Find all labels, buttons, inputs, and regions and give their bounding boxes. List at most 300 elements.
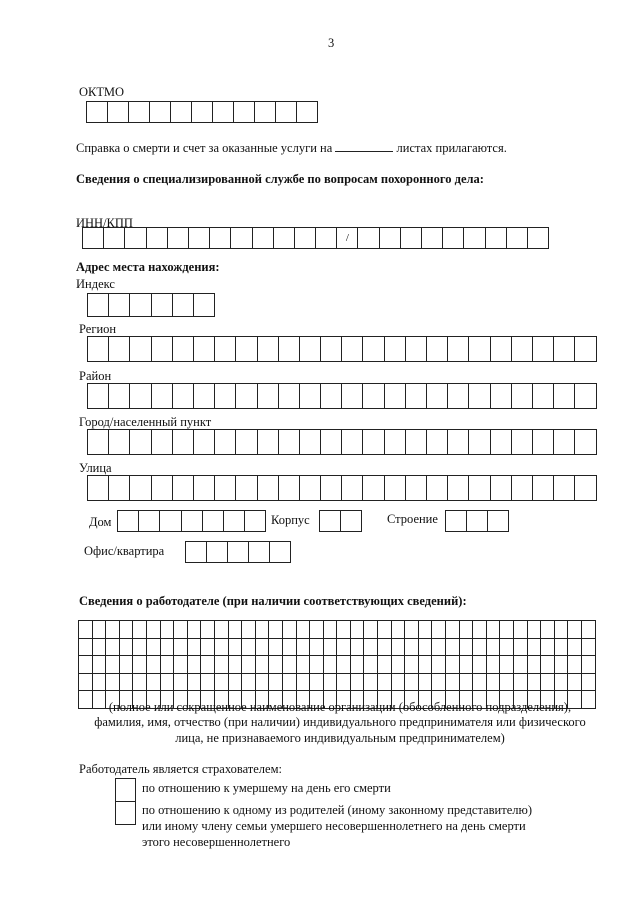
- char-cell[interactable]: [406, 475, 427, 501]
- grid-cell[interactable]: [174, 621, 188, 639]
- oktmo-cells[interactable]: [86, 101, 318, 123]
- grid-cell[interactable]: [541, 656, 555, 674]
- char-cell[interactable]: [491, 475, 512, 501]
- grid-cell[interactable]: [500, 656, 514, 674]
- grid-cell[interactable]: [351, 656, 365, 674]
- grid-cell[interactable]: [324, 656, 338, 674]
- char-cell[interactable]: [129, 101, 150, 123]
- grid-cell[interactable]: [133, 674, 147, 692]
- grid-cell[interactable]: [256, 621, 270, 639]
- grid-cell[interactable]: [528, 639, 542, 657]
- grid-cell[interactable]: [133, 621, 147, 639]
- grid-cell[interactable]: [446, 656, 460, 674]
- grid-cell[interactable]: [147, 674, 161, 692]
- grid-cell[interactable]: [229, 656, 243, 674]
- char-cell[interactable]: [258, 336, 279, 362]
- char-cell[interactable]: [488, 510, 509, 532]
- char-cell[interactable]: [215, 475, 236, 501]
- grid-cell[interactable]: [93, 656, 107, 674]
- grid-cell[interactable]: [215, 639, 229, 657]
- grid-cell[interactable]: [229, 621, 243, 639]
- char-cell[interactable]: [467, 510, 488, 532]
- char-cell[interactable]: /: [337, 227, 358, 249]
- grid-cell[interactable]: [582, 639, 596, 657]
- char-cell[interactable]: [203, 510, 224, 532]
- grid-cell[interactable]: [432, 674, 446, 692]
- char-cell[interactable]: [446, 510, 467, 532]
- grid-cell[interactable]: [460, 621, 474, 639]
- grid-cell[interactable]: [283, 674, 297, 692]
- char-cell[interactable]: [186, 541, 207, 563]
- char-cell[interactable]: [152, 383, 173, 409]
- grid-cell[interactable]: [487, 656, 501, 674]
- char-cell[interactable]: [533, 475, 554, 501]
- grid-cell[interactable]: [419, 656, 433, 674]
- grid-cell[interactable]: [215, 656, 229, 674]
- char-cell[interactable]: [512, 383, 533, 409]
- grid-cell[interactable]: [174, 674, 188, 692]
- char-cell[interactable]: [341, 510, 362, 532]
- char-cell[interactable]: [342, 383, 363, 409]
- grid-cell[interactable]: [256, 656, 270, 674]
- grid-cell[interactable]: [378, 621, 392, 639]
- char-cell[interactable]: [448, 383, 469, 409]
- char-cell[interactable]: [173, 475, 194, 501]
- char-cell[interactable]: [109, 293, 130, 317]
- grid-cell[interactable]: [310, 621, 324, 639]
- char-cell[interactable]: [108, 101, 129, 123]
- char-cell[interactable]: [406, 383, 427, 409]
- char-cell[interactable]: [512, 336, 533, 362]
- grid-cell[interactable]: [174, 656, 188, 674]
- grid-cell[interactable]: [337, 656, 351, 674]
- grid-cell[interactable]: [351, 674, 365, 692]
- grid-cell[interactable]: [392, 621, 406, 639]
- char-cell[interactable]: [300, 429, 321, 455]
- char-cell[interactable]: [533, 336, 554, 362]
- char-cell[interactable]: [448, 336, 469, 362]
- char-cell[interactable]: [427, 383, 448, 409]
- char-cell[interactable]: [236, 383, 257, 409]
- char-cell[interactable]: [533, 429, 554, 455]
- char-cell[interactable]: [109, 429, 130, 455]
- char-cell[interactable]: [512, 429, 533, 455]
- char-cell[interactable]: [207, 541, 228, 563]
- grid-cell[interactable]: [337, 621, 351, 639]
- grid-cell[interactable]: [188, 639, 202, 657]
- char-cell[interactable]: [182, 510, 203, 532]
- grid-cell[interactable]: [120, 639, 134, 657]
- option1-checkbox[interactable]: [115, 778, 136, 802]
- street-cells[interactable]: [87, 475, 597, 501]
- grid-cell[interactable]: [392, 674, 406, 692]
- char-cell[interactable]: [363, 336, 384, 362]
- grid-cell[interactable]: [133, 639, 147, 657]
- char-cell[interactable]: [300, 336, 321, 362]
- korpus-cells[interactable]: [319, 510, 362, 532]
- grid-cell[interactable]: [229, 674, 243, 692]
- char-cell[interactable]: [213, 101, 234, 123]
- char-cell[interactable]: [427, 336, 448, 362]
- char-cell[interactable]: [321, 429, 342, 455]
- char-cell[interactable]: [160, 510, 181, 532]
- region-cells[interactable]: [87, 336, 597, 362]
- grid-cell[interactable]: [419, 621, 433, 639]
- grid-cell[interactable]: [555, 674, 569, 692]
- char-cell[interactable]: [575, 429, 596, 455]
- grid-cell[interactable]: [174, 639, 188, 657]
- grid-cell[interactable]: [201, 639, 215, 657]
- char-cell[interactable]: [192, 101, 213, 123]
- char-cell[interactable]: [321, 383, 342, 409]
- city-cells[interactable]: [87, 429, 597, 455]
- char-cell[interactable]: [575, 475, 596, 501]
- grid-cell[interactable]: [79, 639, 93, 657]
- char-cell[interactable]: [363, 429, 384, 455]
- grid-cell[interactable]: [500, 621, 514, 639]
- char-cell[interactable]: [575, 336, 596, 362]
- grid-cell[interactable]: [120, 656, 134, 674]
- char-cell[interactable]: [406, 336, 427, 362]
- char-cell[interactable]: [363, 475, 384, 501]
- grid-cell[interactable]: [256, 674, 270, 692]
- grid-cell[interactable]: [364, 639, 378, 657]
- char-cell[interactable]: [469, 475, 490, 501]
- char-cell[interactable]: [385, 383, 406, 409]
- grid-cell[interactable]: [514, 621, 528, 639]
- char-cell[interactable]: [228, 541, 249, 563]
- grid-cell[interactable]: [297, 621, 311, 639]
- grid-cell[interactable]: [568, 656, 582, 674]
- grid-cell[interactable]: [473, 656, 487, 674]
- grid-cell[interactable]: [242, 656, 256, 674]
- index-cells[interactable]: [87, 293, 215, 317]
- grid-cell[interactable]: [324, 639, 338, 657]
- grid-cell[interactable]: [568, 674, 582, 692]
- grid-cell[interactable]: [93, 639, 107, 657]
- char-cell[interactable]: [316, 227, 337, 249]
- grid-cell[interactable]: [106, 639, 120, 657]
- employer-name-grid[interactable]: [78, 620, 596, 709]
- grid-cell[interactable]: [93, 621, 107, 639]
- char-cell[interactable]: [139, 510, 160, 532]
- char-cell[interactable]: [385, 336, 406, 362]
- grid-cell[interactable]: [324, 674, 338, 692]
- char-cell[interactable]: [104, 227, 125, 249]
- char-cell[interactable]: [236, 429, 257, 455]
- char-cell[interactable]: [469, 429, 490, 455]
- grid-cell[interactable]: [405, 674, 419, 692]
- grid-cell[interactable]: [528, 656, 542, 674]
- char-cell[interactable]: [358, 227, 379, 249]
- char-cell[interactable]: [448, 429, 469, 455]
- grid-cell[interactable]: [215, 674, 229, 692]
- grid-cell[interactable]: [256, 639, 270, 657]
- char-cell[interactable]: [486, 227, 507, 249]
- grid-cell[interactable]: [188, 621, 202, 639]
- grid-cell[interactable]: [582, 674, 596, 692]
- char-cell[interactable]: [342, 336, 363, 362]
- grid-cell[interactable]: [79, 656, 93, 674]
- grid-cell[interactable]: [269, 639, 283, 657]
- char-cell[interactable]: [443, 227, 464, 249]
- char-cell[interactable]: [109, 475, 130, 501]
- char-cell[interactable]: [422, 227, 443, 249]
- char-cell[interactable]: [554, 475, 575, 501]
- grid-cell[interactable]: [582, 621, 596, 639]
- grid-cell[interactable]: [161, 639, 175, 657]
- grid-cell[interactable]: [351, 639, 365, 657]
- char-cell[interactable]: [279, 383, 300, 409]
- grid-cell[interactable]: [528, 621, 542, 639]
- char-cell[interactable]: [88, 475, 109, 501]
- pages-count-blank[interactable]: [335, 140, 393, 152]
- char-cell[interactable]: [88, 383, 109, 409]
- char-cell[interactable]: [194, 383, 215, 409]
- char-cell[interactable]: [297, 101, 318, 123]
- grid-cell[interactable]: [446, 639, 460, 657]
- char-cell[interactable]: [130, 336, 151, 362]
- char-cell[interactable]: [236, 475, 257, 501]
- grid-cell[interactable]: [79, 674, 93, 692]
- char-cell[interactable]: [194, 475, 215, 501]
- char-cell[interactable]: [224, 510, 245, 532]
- char-cell[interactable]: [130, 383, 151, 409]
- grid-cell[interactable]: [161, 656, 175, 674]
- grid-cell[interactable]: [541, 639, 555, 657]
- char-cell[interactable]: [152, 475, 173, 501]
- grid-cell[interactable]: [432, 621, 446, 639]
- grid-cell[interactable]: [568, 639, 582, 657]
- grid-cell[interactable]: [283, 621, 297, 639]
- grid-cell[interactable]: [541, 621, 555, 639]
- grid-cell[interactable]: [555, 621, 569, 639]
- char-cell[interactable]: [125, 227, 146, 249]
- grid-cell[interactable]: [188, 674, 202, 692]
- char-cell[interactable]: [194, 293, 215, 317]
- grid-cell[interactable]: [419, 639, 433, 657]
- char-cell[interactable]: [528, 227, 549, 249]
- char-cell[interactable]: [342, 475, 363, 501]
- char-cell[interactable]: [401, 227, 422, 249]
- char-cell[interactable]: [130, 429, 151, 455]
- grid-cell[interactable]: [337, 674, 351, 692]
- grid-cell[interactable]: [297, 656, 311, 674]
- char-cell[interactable]: [130, 293, 151, 317]
- grid-cell[interactable]: [487, 639, 501, 657]
- grid-cell[interactable]: [283, 639, 297, 657]
- char-cell[interactable]: [385, 429, 406, 455]
- char-cell[interactable]: [554, 429, 575, 455]
- char-cell[interactable]: [152, 293, 173, 317]
- char-cell[interactable]: [215, 383, 236, 409]
- char-cell[interactable]: [215, 336, 236, 362]
- char-cell[interactable]: [150, 101, 171, 123]
- char-cell[interactable]: [512, 475, 533, 501]
- grid-cell[interactable]: [161, 674, 175, 692]
- grid-cell[interactable]: [364, 674, 378, 692]
- grid-cell[interactable]: [568, 621, 582, 639]
- grid-cell[interactable]: [419, 674, 433, 692]
- char-cell[interactable]: [168, 227, 189, 249]
- char-cell[interactable]: [279, 475, 300, 501]
- grid-cell[interactable]: [229, 639, 243, 657]
- char-cell[interactable]: [236, 336, 257, 362]
- house-cells[interactable]: [117, 510, 266, 532]
- grid-cell[interactable]: [460, 656, 474, 674]
- char-cell[interactable]: [406, 429, 427, 455]
- char-cell[interactable]: [173, 429, 194, 455]
- char-cell[interactable]: [255, 101, 276, 123]
- grid-cell[interactable]: [337, 639, 351, 657]
- char-cell[interactable]: [554, 383, 575, 409]
- grid-cell[interactable]: [269, 674, 283, 692]
- grid-cell[interactable]: [500, 674, 514, 692]
- grid-cell[interactable]: [79, 621, 93, 639]
- grid-cell[interactable]: [500, 639, 514, 657]
- char-cell[interactable]: [491, 429, 512, 455]
- char-cell[interactable]: [152, 336, 173, 362]
- grid-cell[interactable]: [215, 621, 229, 639]
- char-cell[interactable]: [533, 383, 554, 409]
- grid-cell[interactable]: [201, 621, 215, 639]
- char-cell[interactable]: [276, 101, 297, 123]
- office-cells[interactable]: [185, 541, 291, 563]
- grid-cell[interactable]: [242, 621, 256, 639]
- grid-cell[interactable]: [432, 656, 446, 674]
- char-cell[interactable]: [448, 475, 469, 501]
- char-cell[interactable]: [171, 101, 192, 123]
- grid-cell[interactable]: [147, 656, 161, 674]
- char-cell[interactable]: [88, 429, 109, 455]
- grid-cell[interactable]: [446, 621, 460, 639]
- char-cell[interactable]: [88, 293, 109, 317]
- grid-cell[interactable]: [514, 656, 528, 674]
- grid-cell[interactable]: [473, 674, 487, 692]
- char-cell[interactable]: [464, 227, 485, 249]
- char-cell[interactable]: [279, 429, 300, 455]
- char-cell[interactable]: [342, 429, 363, 455]
- char-cell[interactable]: [300, 475, 321, 501]
- char-cell[interactable]: [147, 227, 168, 249]
- grid-cell[interactable]: [555, 639, 569, 657]
- char-cell[interactable]: [380, 227, 401, 249]
- grid-cell[interactable]: [201, 656, 215, 674]
- grid-cell[interactable]: [392, 656, 406, 674]
- char-cell[interactable]: [385, 475, 406, 501]
- char-cell[interactable]: [194, 336, 215, 362]
- grid-cell[interactable]: [473, 639, 487, 657]
- char-cell[interactable]: [300, 383, 321, 409]
- char-cell[interactable]: [245, 510, 266, 532]
- grid-cell[interactable]: [93, 674, 107, 692]
- grid-cell[interactable]: [310, 674, 324, 692]
- grid-cell[interactable]: [528, 674, 542, 692]
- grid-cell[interactable]: [242, 674, 256, 692]
- char-cell[interactable]: [427, 475, 448, 501]
- grid-cell[interactable]: [460, 639, 474, 657]
- char-cell[interactable]: [173, 293, 194, 317]
- char-cell[interactable]: [194, 429, 215, 455]
- grid-cell[interactable]: [269, 656, 283, 674]
- district-cells[interactable]: [87, 383, 597, 409]
- building-cells[interactable]: [445, 510, 509, 532]
- char-cell[interactable]: [321, 336, 342, 362]
- char-cell[interactable]: [189, 227, 210, 249]
- grid-cell[interactable]: [106, 656, 120, 674]
- grid-cell[interactable]: [297, 674, 311, 692]
- char-cell[interactable]: [258, 383, 279, 409]
- grid-cell[interactable]: [405, 621, 419, 639]
- grid-cell[interactable]: [541, 674, 555, 692]
- grid-cell[interactable]: [514, 674, 528, 692]
- char-cell[interactable]: [258, 429, 279, 455]
- char-cell[interactable]: [118, 510, 139, 532]
- grid-cell[interactable]: [242, 639, 256, 657]
- grid-cell[interactable]: [283, 656, 297, 674]
- char-cell[interactable]: [234, 101, 255, 123]
- grid-cell[interactable]: [405, 656, 419, 674]
- char-cell[interactable]: [87, 101, 108, 123]
- char-cell[interactable]: [295, 227, 316, 249]
- grid-cell[interactable]: [310, 639, 324, 657]
- grid-cell[interactable]: [364, 621, 378, 639]
- grid-cell[interactable]: [514, 639, 528, 657]
- grid-cell[interactable]: [133, 656, 147, 674]
- option2-checkbox[interactable]: [115, 801, 136, 825]
- char-cell[interactable]: [83, 227, 104, 249]
- grid-cell[interactable]: [582, 656, 596, 674]
- grid-cell[interactable]: [201, 674, 215, 692]
- char-cell[interactable]: [215, 429, 236, 455]
- char-cell[interactable]: [231, 227, 252, 249]
- grid-cell[interactable]: [555, 656, 569, 674]
- char-cell[interactable]: [274, 227, 295, 249]
- grid-cell[interactable]: [405, 639, 419, 657]
- grid-cell[interactable]: [473, 621, 487, 639]
- char-cell[interactable]: [469, 383, 490, 409]
- char-cell[interactable]: [320, 510, 341, 532]
- grid-cell[interactable]: [120, 621, 134, 639]
- grid-cell[interactable]: [188, 656, 202, 674]
- char-cell[interactable]: [109, 383, 130, 409]
- grid-cell[interactable]: [364, 656, 378, 674]
- grid-cell[interactable]: [269, 621, 283, 639]
- char-cell[interactable]: [469, 336, 490, 362]
- grid-cell[interactable]: [310, 656, 324, 674]
- grid-cell[interactable]: [487, 621, 501, 639]
- grid-cell[interactable]: [106, 621, 120, 639]
- char-cell[interactable]: [491, 336, 512, 362]
- char-cell[interactable]: [253, 227, 274, 249]
- char-cell[interactable]: [279, 336, 300, 362]
- grid-cell[interactable]: [120, 674, 134, 692]
- char-cell[interactable]: [575, 383, 596, 409]
- char-cell[interactable]: [270, 541, 291, 563]
- char-cell[interactable]: [210, 227, 231, 249]
- char-cell[interactable]: [88, 336, 109, 362]
- char-cell[interactable]: [258, 475, 279, 501]
- char-cell[interactable]: [249, 541, 270, 563]
- grid-cell[interactable]: [161, 621, 175, 639]
- char-cell[interactable]: [152, 429, 173, 455]
- char-cell[interactable]: [173, 336, 194, 362]
- char-cell[interactable]: [427, 429, 448, 455]
- grid-cell[interactable]: [432, 639, 446, 657]
- char-cell[interactable]: [363, 383, 384, 409]
- char-cell[interactable]: [507, 227, 528, 249]
- inn-kpp-cells[interactable]: [82, 227, 549, 249]
